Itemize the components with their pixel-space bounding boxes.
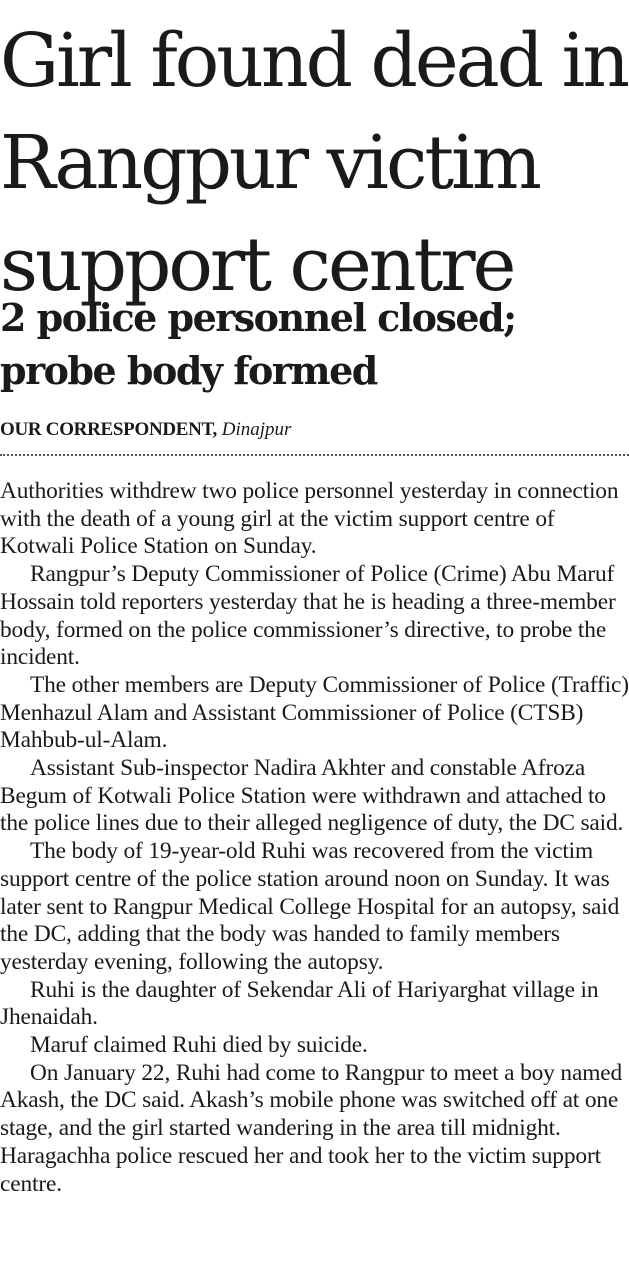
paragraph: The other members are Deputy Commissioner of Police (Traffic) Menhazul Alam and Assistant Commissioner of Police (CTSB) Mahbub-ul-Alam. xyxy=(0,671,629,754)
dotted-divider xyxy=(0,454,629,456)
article-body xyxy=(0,478,629,1198)
paragraph: Maruf claimed Ruhi died by suicide. xyxy=(30,1032,368,1059)
byline-author: OUR CORRESPONDENT, xyxy=(0,419,217,440)
subheadline: 2 police personnel closed; probe body formed xyxy=(0,295,516,393)
paragraph: The body of 19-year-old Ruhi was recovered from the victim support centre of the police station around noon on Sunday. It was later sent to Rangpur Medical College Hospital for an autopsy, said the DC, adding that the body was handed to family members yesterday evening, following the autopsy. xyxy=(0,838,620,975)
paragraph: Assistant Sub-inspector Nadira Akhter and constable Afroza Begum of Kotwali Police Station were withdrawn and attached to the police lines due to their alleged negligence of duty, the DC said. xyxy=(0,755,624,837)
paragraph: Authorities withdrew two police personnel yesterday in connection with the death of a young girl at the victim support centre of Kotwali Police Station on Sunday. xyxy=(0,478,619,560)
paragraph: Rangpur’s Deputy Commissioner of Police (Crime) Abu Maruf Hossain told reporters yesterday that he is heading a three-member body, formed on the police commissioner’s directive, to probe the incident. xyxy=(0,561,616,671)
byline xyxy=(0,418,291,442)
byline-location: Dinajpur xyxy=(221,419,292,440)
paragraph: On January 22, Ruhi had come to Rangpur to meet a boy named Akash, the DC said. Akash’s mobile phone was switched off at one stage, and the girl started wandering in the area till midnight. Haragachha police rescued her and took her to the victim support centre. xyxy=(0,1059,623,1197)
paragraph: Ruhi is the daughter of Sekendar Ali of Hariyarghat village in Jhenaidah. xyxy=(0,976,599,1031)
headline: Girl found dead in Rangpur victim support centre xyxy=(0,18,627,308)
